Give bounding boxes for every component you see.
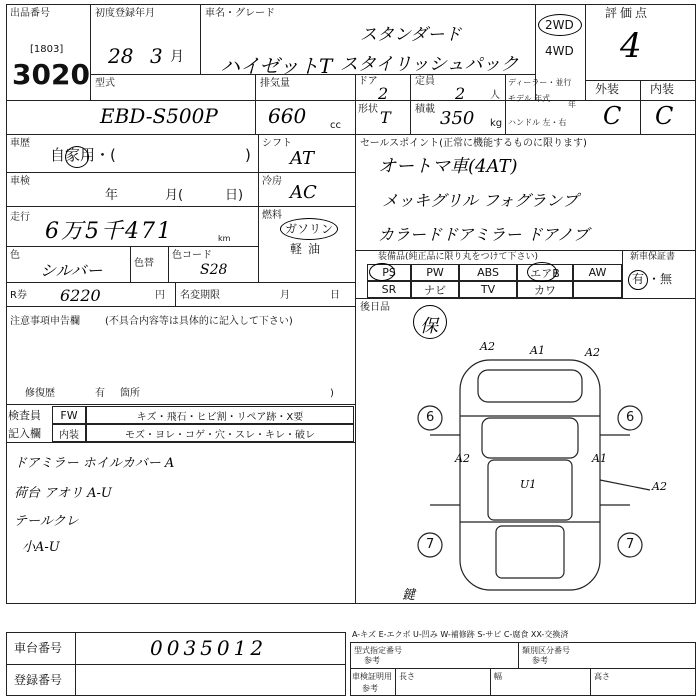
grade-line2: スタイリッシュパック xyxy=(340,54,519,75)
repair-close: ) xyxy=(330,388,334,399)
load-label: 積載 xyxy=(415,104,435,115)
score-label: 評価点 xyxy=(605,6,651,20)
chassis-label: 車台番号 xyxy=(14,641,63,655)
width-label: 幅 xyxy=(494,672,502,681)
inspection-label: 車検 xyxy=(10,176,30,187)
equip-blank xyxy=(573,281,622,298)
color-label: 色 xyxy=(10,250,20,261)
doors-value: 2 xyxy=(378,84,389,103)
color-code-label: 色コード xyxy=(172,250,212,261)
equip-header: 装備品(純正品に限り丸をつけて下さい) xyxy=(378,252,539,262)
history-value: 自家用・( xyxy=(50,146,116,164)
height-label: 高さ xyxy=(594,672,610,681)
shape-label: 形状 xyxy=(358,104,378,115)
later-circle xyxy=(413,305,447,339)
repair-label: 修復歴 xyxy=(25,388,55,399)
fuel-circle xyxy=(280,218,338,240)
warranty-label: 新車保証書 xyxy=(630,252,676,262)
notes-sub: (不具合内容等は具体的に記入して下さい) xyxy=(105,316,293,327)
lot-code: [1803] xyxy=(30,44,64,55)
fuel-diesel: 軽油 xyxy=(290,242,327,256)
remark-1: ドアミラー ホイルカバー A xyxy=(14,456,175,471)
warranty-sep: ・ xyxy=(648,272,661,286)
equip-aw: AW xyxy=(573,264,622,281)
mark-6-right: 6 xyxy=(626,410,635,425)
chassis-value: 0035012 xyxy=(150,636,268,660)
shape-value: T xyxy=(380,108,391,127)
selling-header: セールスポイント(正常に機能するものに限ります) xyxy=(360,138,587,149)
selling-line-2: メッキグリル フォグランプ xyxy=(382,191,579,210)
ac-value: AC xyxy=(290,182,317,203)
color-value: シルバー xyxy=(40,261,103,280)
equip-airbag-circle xyxy=(527,262,557,282)
inspector-label2: 記入欄 xyxy=(8,427,41,440)
name-change-day: 日 xyxy=(330,290,340,301)
dealer-label: ディーラー・並行 xyxy=(508,78,572,87)
lot-number: 3020 xyxy=(12,58,90,91)
fw-text-cell: キズ・飛石・ヒビ割・リペア跡・X要 xyxy=(86,406,354,424)
color-change-label: 色替 xyxy=(134,258,154,269)
notes-label: 注意事項申告欄 xyxy=(10,316,80,327)
equip-ps: PS xyxy=(367,264,411,281)
fuel-label: 燃料 xyxy=(262,210,282,221)
length-label: 長さ xyxy=(399,672,415,681)
mark-7-left: 7 xyxy=(426,537,435,552)
later-label: 後日品 xyxy=(360,302,390,313)
shape-spec-ref: 参考 xyxy=(364,656,380,665)
class-spec-label: 類別区分番号 xyxy=(522,646,570,655)
rcert-value: 6220 xyxy=(60,286,101,305)
load-unit: kg xyxy=(490,118,503,129)
type-value: EBD-S500P xyxy=(100,104,218,128)
int-label: 内装 xyxy=(650,82,675,96)
inspection-month: 月( xyxy=(165,188,184,203)
history-label: 車歴 xyxy=(10,138,30,149)
shape-spec-label: 型式指定番号 xyxy=(354,646,402,655)
capacity-unit: 人 xyxy=(490,90,500,101)
equip-sr: SR xyxy=(367,281,411,298)
inspection-year: 年 xyxy=(105,188,119,203)
mark-a2-corner: A2 xyxy=(652,480,667,493)
later-value: 保 xyxy=(420,316,438,337)
grade-line1: スタンダード xyxy=(360,25,462,45)
shift-value: AT xyxy=(290,148,315,169)
model-label: 車名・グレード xyxy=(205,8,275,19)
history-circle xyxy=(65,146,89,168)
mark-key: 鍵 xyxy=(402,588,416,603)
fuel-gasoline: ガソリン xyxy=(285,222,334,236)
first-reg-year: 28 xyxy=(108,44,134,68)
lot-label: 出品番号 xyxy=(10,8,50,19)
warranty-yes: 有 xyxy=(632,272,645,286)
warranty-no: 無 xyxy=(660,272,673,286)
capacity-label: 定員 xyxy=(415,76,435,87)
engine-unit: cc xyxy=(330,120,341,131)
inspector-label1: 検査員 xyxy=(8,409,41,422)
selling-line-3: カラードドアミラー ドアノブ xyxy=(378,225,589,244)
name-change-month: 月 xyxy=(280,290,290,301)
mark-u1-center: U1 xyxy=(520,478,537,491)
engine-label: 排気量 xyxy=(260,78,290,89)
capacity-value: 2 xyxy=(455,84,466,103)
first-reg-month-unit: 月 xyxy=(170,49,184,65)
warranty-circle xyxy=(628,270,648,290)
ext-label: 外装 xyxy=(595,82,620,96)
damage-legend: A-キズ E-エクボ U-凹み W-補修跡 S-サビ C-腐食 XX-交換済 xyxy=(352,630,569,639)
class-spec-ref: 参考 xyxy=(532,656,548,665)
mileage-value: 6万5千471 xyxy=(45,219,173,244)
first-reg-label: 初度登録年月 xyxy=(95,8,155,19)
mark-a1-front: A1 xyxy=(530,344,545,357)
repair-value: 有 xyxy=(95,388,105,399)
inspection-day: 日) xyxy=(225,188,244,203)
int-value: C xyxy=(655,102,674,130)
equip-airbag: エアB xyxy=(517,264,573,281)
model-name: ハイゼットT xyxy=(220,54,333,78)
fw-label-cell: FW xyxy=(52,406,86,424)
remark-2: 荷台 アオリ A-U xyxy=(14,486,112,501)
mileage-label: 走行 xyxy=(10,212,30,223)
drive-circle xyxy=(538,14,582,36)
car-diagram xyxy=(400,340,690,610)
ext-value: C xyxy=(603,102,622,130)
repair-part: 箇所 xyxy=(120,388,140,399)
regnum-label: 登録番号 xyxy=(14,673,63,687)
cert-ref: 参考 xyxy=(362,684,378,693)
mileage-unit: km xyxy=(218,234,231,243)
ac-label: 冷房 xyxy=(262,176,282,187)
drive-4wd: 4WD xyxy=(545,44,574,58)
equip-leather: カワ xyxy=(517,281,573,298)
selling-line-1: オートマ車(4AT) xyxy=(378,156,518,177)
mark-7-right: 7 xyxy=(626,537,635,552)
equip-tv: TV xyxy=(459,281,517,298)
mark-a1-right: A1 xyxy=(592,452,607,465)
equip-ps-circle xyxy=(369,263,395,281)
interior-label-cell: 内装 xyxy=(52,424,86,442)
equip-navi: ナビ xyxy=(411,281,459,298)
cert-label: 車検証明用 xyxy=(352,672,392,681)
remark-3: テールクレ xyxy=(14,514,79,529)
rcert-label: R券 xyxy=(10,290,27,301)
history-close: ) xyxy=(245,146,251,164)
color-code-value: S28 xyxy=(200,262,228,278)
first-reg-month: 3 xyxy=(150,44,163,68)
rcert-unit: 円 xyxy=(155,290,165,301)
name-change-label: 名変期限 xyxy=(180,290,220,301)
score-value: 4 xyxy=(620,26,642,66)
remark-4: 小A-U xyxy=(22,540,60,555)
drive-2wd: 2WD xyxy=(545,18,574,32)
type-label: 型式 xyxy=(95,78,115,89)
model-year-label: モデル 年式 xyxy=(508,94,551,103)
equip-pw: PW xyxy=(411,264,459,281)
mark-a2-front-right: A2 xyxy=(585,346,600,359)
handle-label: ハンドル 左・右 xyxy=(508,118,567,127)
load-value: 350 xyxy=(440,108,475,129)
interior-text-cell: モズ・ヨレ・コゲ・穴・スレ・キレ・破レ xyxy=(86,424,354,442)
mark-6-left: 6 xyxy=(426,410,435,425)
equip-abs: ABS xyxy=(459,264,517,281)
engine-value: 660 xyxy=(268,104,307,128)
shift-label: シフト xyxy=(262,138,292,149)
mark-a2-left: A2 xyxy=(455,452,470,465)
doors-label: ドア xyxy=(358,76,378,87)
model-year-unit: 年 xyxy=(568,100,576,109)
mark-a2-front-left: A2 xyxy=(480,340,495,353)
